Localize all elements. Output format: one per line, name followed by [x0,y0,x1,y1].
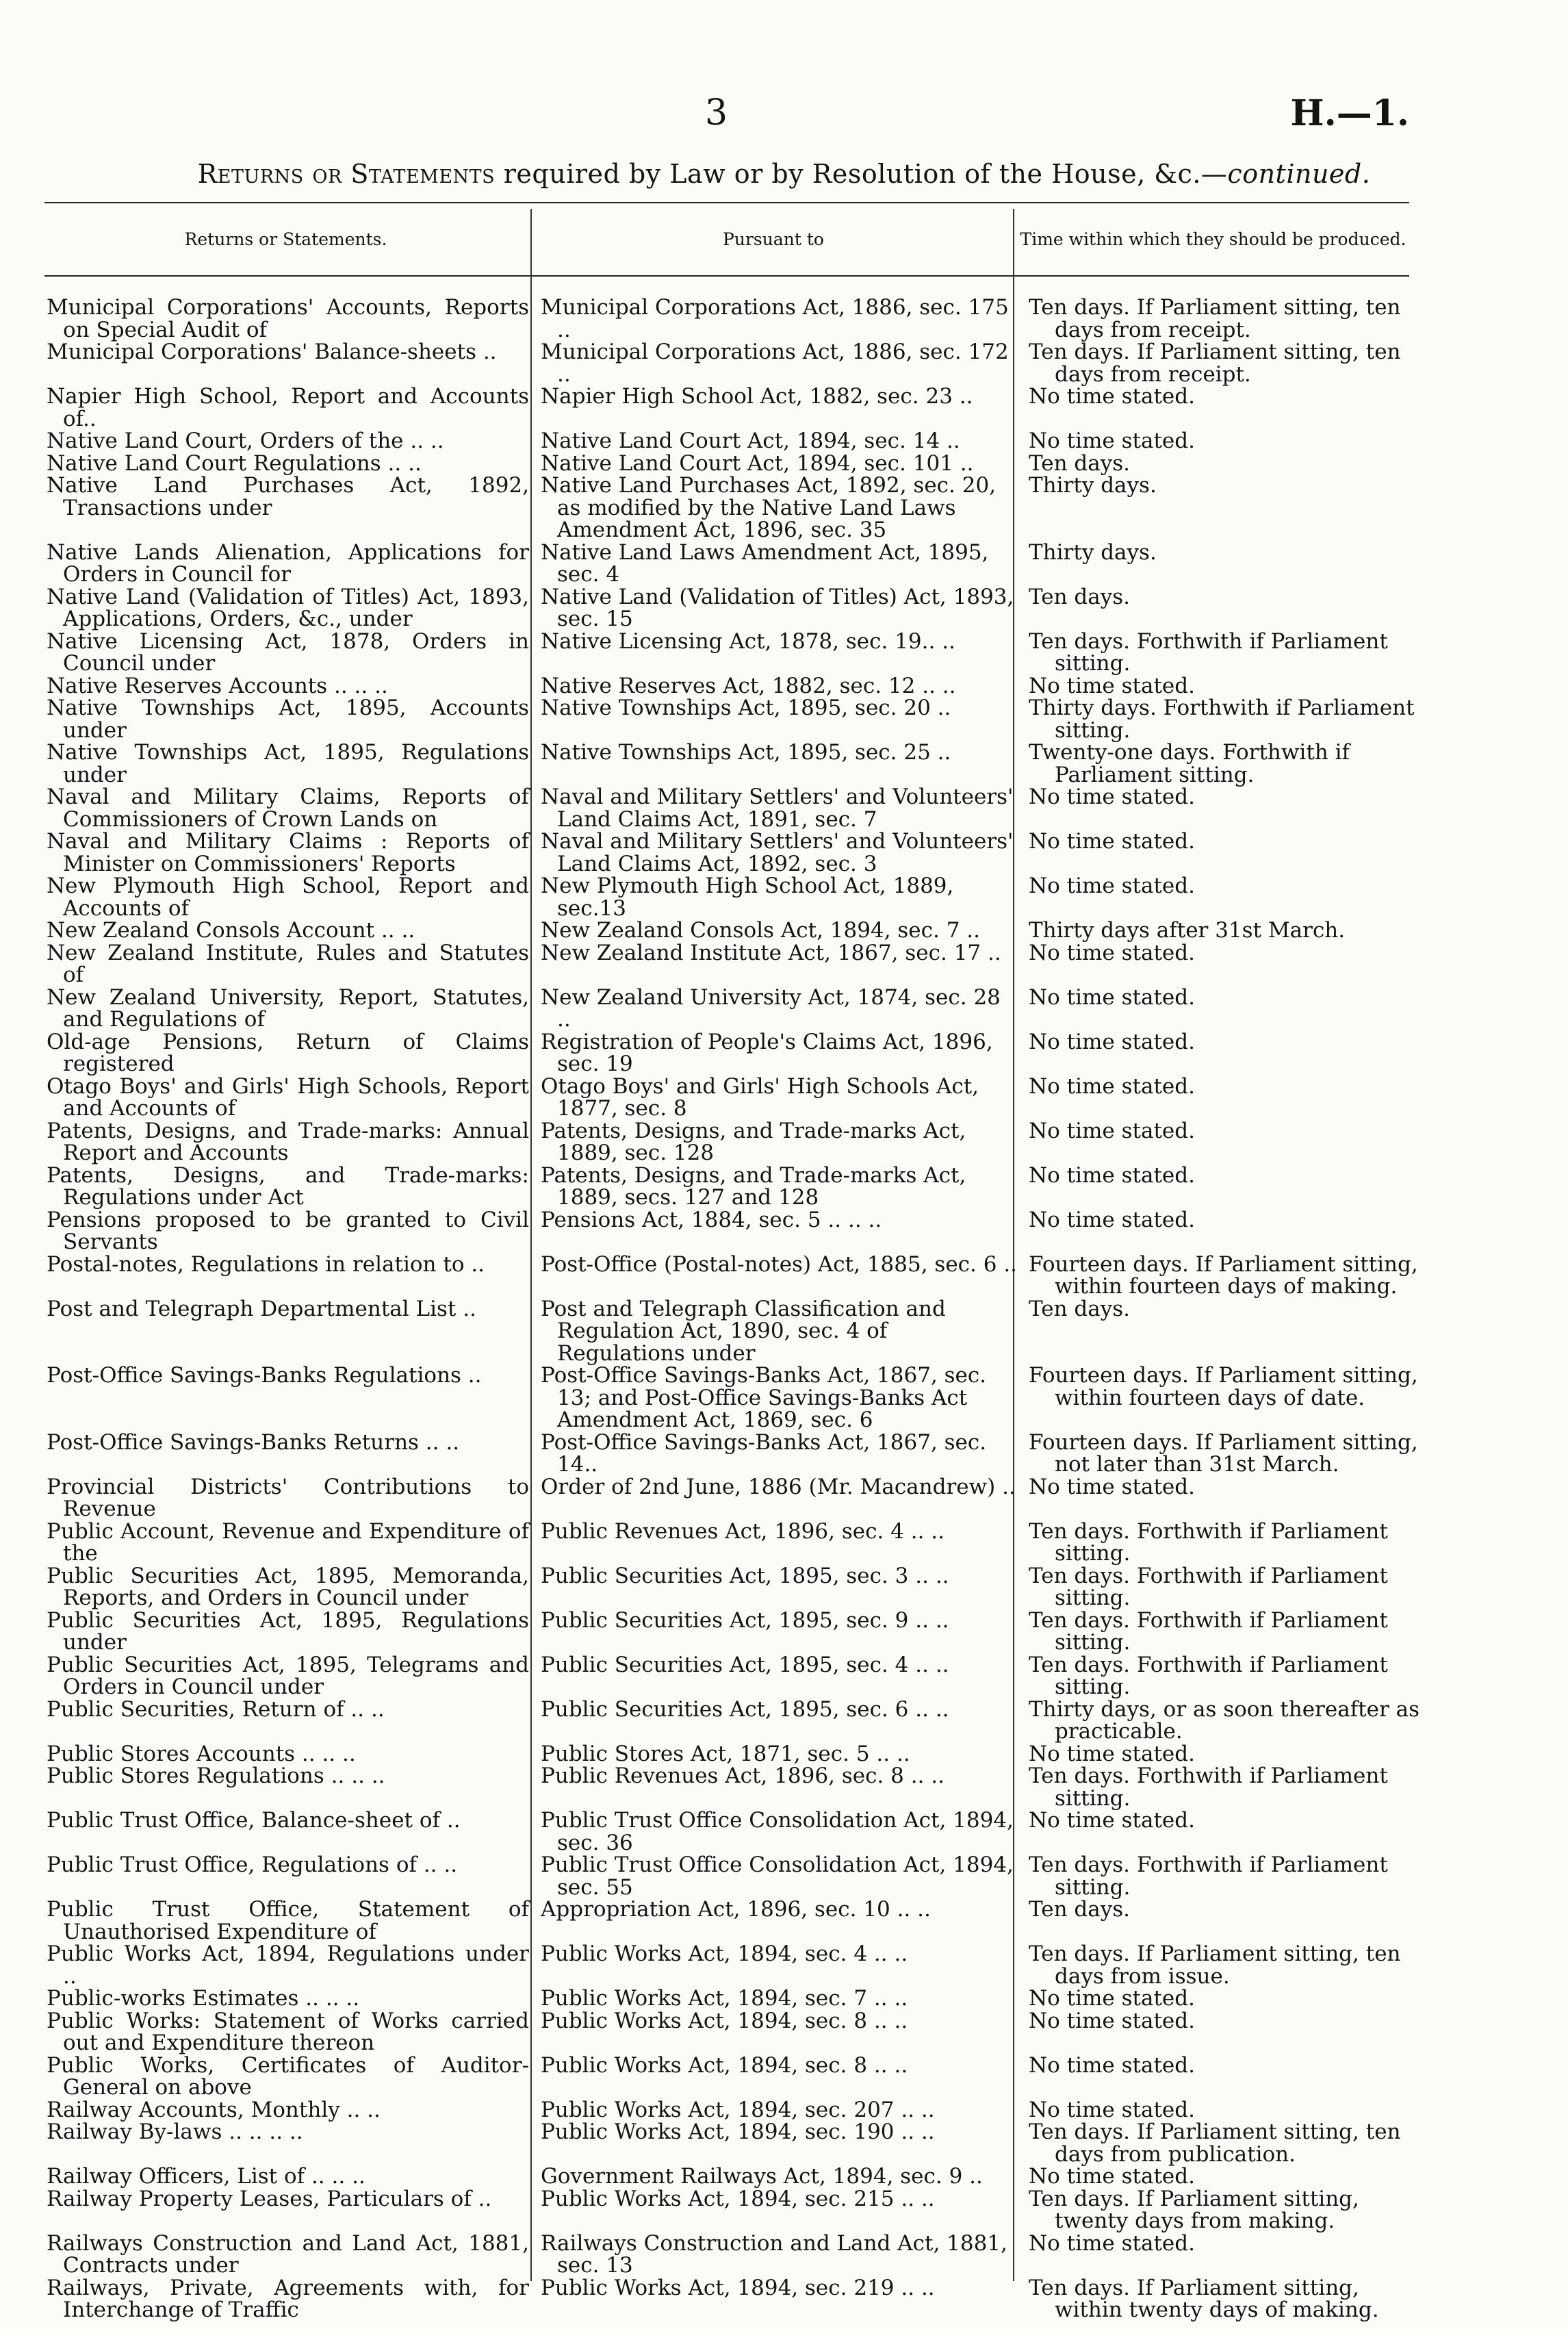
cell-returns: Public Securities Act, 1895, Telegrams and Orders in Council under [47,1652,529,1699]
table-row [0,1765,1568,1809]
cell-time: Fourteen days. If Parliament sitting, not later than 31st March. [1029,1429,1418,1477]
cell-returns: Native Townships Act, 1895, Accounts under [47,696,529,743]
cell-time: Fourteen days. If Parliament sitting, within fourteen days of making. [1029,1251,1418,1299]
cell-time: Ten days. [1029,1897,1131,1922]
cell-time: Thirty days. Forthwith if Parliament sitting. [1029,696,1415,743]
cell-returns: Railways Construction and Land Act, 1881, Contracts under [47,2230,529,2278]
table-row [0,385,1568,430]
cell-returns: New Zealand Institute, Rules and Statutes of [47,940,529,987]
cell-time: No time stated. [1029,1118,1195,1143]
cell-pursuant: Patents, Designs, and Trade-marks Act, 1889, sec. 128 [541,1118,966,1165]
cell-time: No time stated. [1029,1207,1195,1232]
cell-pursuant: Public Works Act, 1894, sec. 8 .. .. [541,2052,908,2078]
table-row [0,919,1568,942]
cell-time: No time stated. [1029,2230,1195,2256]
cell-pursuant: Otago Boys' and Girls' High Schools Act, 1877, sec. 8 [541,1073,979,1121]
cell-returns: Public Stores Accounts .. .. .. [47,1741,356,1766]
table-row [0,1698,1568,1743]
cell-pursuant: New Zealand Institute Act, 1867, sec. 17 .. [541,940,1001,965]
page-number: 3 [705,92,728,133]
cell-pursuant: Post-Office Savings-Banks Act, 1867, sec. 13; and Post-Office Savings-Banks Act Amendment Act, 1869, sec. 6 [541,1363,987,1432]
table-row [0,2188,1568,2232]
cell-returns: Public Trust Office, Statement of Unauthorised Expenditure of [47,1897,529,1944]
cell-pursuant: Post and Telegraph Classification and Regulation Act, 1890, sec. 4 of Regulations under [541,1296,946,1366]
cell-pursuant: Native Land Court Act, 1894, sec. 101 .. [541,450,974,476]
cell-returns: Naval and Military Claims, Reports of Commissioners of Crown Lands on [47,785,529,832]
table-row [0,1476,1568,1520]
title-word-statements: Statements [350,159,496,189]
table-row [0,2054,1568,2099]
cell-returns: Public Works, Certificates of Auditor-General on above [47,2052,529,2100]
cell-returns: Railway Accounts, Monthly .. .. [47,2097,381,2122]
title-rest: required by Law or by Resolution of the House, &c.— [503,159,1228,189]
cell-time: No time stated. [1029,1162,1195,1188]
table-row [0,1364,1568,1431]
cell-pursuant: Public Securities Act, 1895, sec. 3 .. .. [541,1563,949,1588]
cell-pursuant: Public Securities Act, 1895, sec. 4 .. .. [541,1652,949,1677]
table-row [0,1898,1568,1943]
table-row [0,1209,1568,1253]
cell-returns: Public Trust Office, Balance-sheet of .. [47,1808,461,1833]
cell-time: Ten days. If Parliament sitting, ten days from receipt. [1029,340,1401,387]
cell-returns: Railway Officers, List of .. .. .. [47,2164,365,2189]
cell-time: No time stated. [1029,429,1195,453]
cell-pursuant: Public Works Act, 1894, sec. 219 .. .. [541,2275,935,2300]
cell-pursuant: Public Securities Act, 1895, sec. 6 .. .. [541,1696,949,1722]
cell-time: Ten days. If Parliament sitting, within twenty days of making. [1029,2275,1379,2322]
table-row [0,450,1568,476]
table-row [0,2099,1568,2122]
column-header-time: Time within which they should be produced. [1020,229,1406,249]
cell-pursuant: New Zealand University Act, 1874, sec. 28 .. [541,984,1001,1032]
cell-time: No time stated. [1029,1808,1195,1833]
cell-returns: Public Stores Regulations .. .. .. [47,1764,385,1788]
cell-pursuant: Native Reserves Act, 1882, sec. 12 .. .. [541,673,956,698]
cell-time: No time stated. [1029,384,1195,409]
cell-returns: Old-age Pensions, Return of Claims registered [47,1029,529,1076]
table-row [0,2165,1568,2188]
cell-time: No time stated. [1029,940,1195,965]
cell-pursuant: Patents, Designs, and Trade-marks Act, 1889, secs. 127 and 128 [541,1162,966,1210]
table-row [0,1943,1568,1987]
cell-returns: Public Works Act, 1894, Regulations under .. [47,1942,529,1989]
cell-pursuant: Public Works Act, 1894, sec. 207 .. .. [541,2097,935,2122]
cell-time: No time stated. [1029,1474,1195,1499]
cell-returns: Railway By-laws .. .. .. .. [47,2120,303,2144]
cell-pursuant: Registration of People's Claims Act, 1896, sec. 19 [541,1029,993,1076]
cell-returns: New Plymouth High School, Report and Accounts of [47,874,529,921]
cell-returns: Postal-notes, Regulations in relation to .. [47,1251,485,1277]
cell-time: No time stated. [1029,874,1195,898]
table-row [0,2121,1568,2165]
table-row [0,1609,1568,1654]
cell-time: No time stated. [1029,1073,1195,1099]
cell-pursuant: Post-Office (Postal-notes) Act, 1885, sec. 6 .. [541,1251,1018,1277]
table-row [0,697,1568,741]
table-row [0,830,1568,875]
table-row [0,1253,1568,1298]
cell-pursuant: Native Land Laws Amendment Act, 1895, sec. 4 [541,539,989,587]
table-row [0,1987,1568,2010]
table-row [0,2010,1568,2054]
table-row [0,1654,1568,1698]
cell-pursuant: Public Securities Act, 1895, sec. 9 .. .. [541,1607,949,1633]
cell-returns: Patents, Designs, and Trade-marks: Regulations under Act [47,1162,529,1210]
cell-returns: Native Land (Validation of Titles) Act, 1893, Applications, Orders, &c., under [47,584,529,631]
cell-returns: Native Townships Act, 1895, Regulations under [47,740,529,787]
cell-returns: Public Securities Act, 1895, Regulations under [47,1607,529,1655]
cell-time: No time stated. [1029,673,1195,698]
cell-time: Thirty days. [1029,473,1157,498]
cell-returns: Railway Property Leases, Particulars of .. [47,2186,492,2211]
cell-returns: Public-works Estimates .. .. .. [47,1986,360,2011]
cell-time: Twenty-one days. Forthwith if Parliament sitting. [1029,740,1350,787]
cell-pursuant: Native Land Purchases Act, 1892, sec. 20, as modified by the Native Land Laws Amendment Act, 1896, sec. 35 [541,473,997,542]
cell-pursuant: Order of 2nd June, 1886 (Mr. Macandrew) .. [541,1474,1016,1499]
cell-time: No time stated. [1029,2052,1195,2078]
cell-returns: Otago Boys' and Girls' High Schools, Report and Accounts of [47,1073,529,1121]
cell-returns: New Zealand Consols Account .. .. [47,918,415,943]
cell-time: Fourteen days. If Parliament sitting, within fourteen days of date. [1029,1363,1418,1410]
table-row [0,1743,1568,1766]
cell-time: No time stated. [1029,1741,1195,1766]
cell-returns: Naval and Military Claims : Reports of Minister on Commissioners' Reports [47,829,529,876]
cell-time: Ten days. Forthwith if Parliament sitting. [1029,628,1388,676]
cell-pursuant: Public Works Act, 1894, sec. 8 .. .. [541,2008,908,2033]
table-row [0,539,1568,587]
cell-pursuant: Government Railways Act, 1894, sec. 9 .. [541,2164,983,2189]
cell-returns: Native Licensing Act, 1878, Orders in Council under [47,628,529,676]
cell-time: Ten days. If Parliament sitting, twenty days from making. [1029,2186,1359,2233]
cell-pursuant: Napier High School Act, 1882, sec. 23 .. [541,384,973,409]
cell-returns: Native Lands Alienation, Applications for Orders in Council for [47,539,529,587]
cell-returns: Post and Telegraph Departmental List .. [47,1296,476,1321]
cell-pursuant: Native Land (Validation of Titles) Act, 1893, sec. 15 [541,584,1014,631]
cell-time: Ten days. If Parliament sitting, ten days from receipt. [1029,295,1401,342]
cell-pursuant: Public Revenues Act, 1896, sec. 8 .. .. [541,1764,944,1788]
cell-time: Ten days. [1029,584,1131,609]
cell-time: Ten days. Forthwith if Parliament sitting. [1029,1563,1388,1610]
cell-pursuant: Native Land Court Act, 1894, sec. 14 .. [541,429,960,453]
cell-pursuant: Post-Office Savings-Banks Act, 1867, sec. 14.. [541,1429,987,1477]
table-row [0,474,1568,542]
cell-time: Ten days. [1029,450,1131,476]
cell-pursuant: Public Works Act, 1894, sec. 7 .. .. [541,1986,908,2011]
table-row [0,628,1568,676]
cell-pursuant: Naval and Military Settlers' and Volunteers' Land Claims Act, 1892, sec. 3 [541,829,1014,876]
table-row [0,1520,1568,1565]
table-row [0,1854,1568,1898]
cell-returns: Post-Office Savings-Banks Regulations .. [47,1363,482,1388]
cell-time: No time stated. [1029,1029,1195,1054]
cell-time: Ten days. Forthwith if Parliament sitting. [1029,1607,1388,1655]
table-row [0,1031,1568,1076]
cell-time: Thirty days after 31st March. [1029,918,1346,943]
cell-pursuant: Naval and Military Settlers' and Volunteers' Land Claims Act, 1891, sec. 7 [541,785,1014,832]
table-row [0,1809,1568,1854]
cell-pursuant: Municipal Corporations Act, 1886, sec. 175 .. [541,295,1009,342]
cell-pursuant: Public Trust Office Consolidation Act, 1894, sec. 55 [541,1853,1014,1900]
cell-returns: Native Land Court, Orders of the .. .. [47,429,444,453]
cell-pursuant: Public Trust Office Consolidation Act, 1894, sec. 36 [541,1808,1014,1855]
cell-pursuant: Railways Construction and Land Act, 1881, sec. 13 [541,2230,1007,2278]
cell-pursuant: Public Revenues Act, 1896, sec. 4 .. .. [541,1518,944,1544]
table-row [0,1120,1568,1164]
cell-pursuant: Public Works Act, 1894, sec. 4 .. .. [541,1942,908,1966]
table-row [0,1164,1568,1209]
table-row [0,675,1568,698]
cell-returns: New Zealand University, Report, Statutes, and Regulations of [47,984,529,1032]
cell-pursuant: Native Licensing Act, 1878, sec. 19.. .. [541,628,955,654]
table-row [0,1431,1568,1476]
table-row [0,296,1568,341]
cell-time: No time stated. [1029,785,1195,809]
table-row [0,1298,1568,1365]
title-word-returns: Returns [197,159,304,189]
table-row [0,341,1568,385]
column-header-pursuant: Pursuant to [723,229,824,249]
cell-time: No time stated. [1029,1986,1195,2011]
cell-pursuant: Public Works Act, 1894, sec. 215 .. .. [541,2186,935,2211]
cell-time: No time stated. [1029,829,1195,854]
cell-time: Ten days. If Parliament sitting, ten days from publication. [1029,2120,1401,2167]
cell-pursuant: New Plymouth High School Act, 1889, sec.13 [541,874,954,921]
table-row [0,1565,1568,1609]
table-row [0,875,1568,919]
cell-pursuant: New Zealand Consols Act, 1894, sec. 7 .. [541,918,981,943]
document-reference: H.—1. [1290,92,1409,134]
cell-returns: Patents, Designs, and Trade-marks: Annual Report and Accounts [47,1118,529,1165]
table-header-rule [44,275,1409,277]
table-row [0,942,1568,987]
table-body [0,296,1568,2321]
cell-returns: Public Securities, Return of .. .. [47,1696,385,1722]
cell-time: Ten days. Forthwith if Parliament sitting. [1029,1764,1388,1811]
cell-time: Ten days. Forthwith if Parliament sitting. [1029,1518,1388,1566]
cell-returns: Pensions proposed to be granted to Civil Servants [47,1207,529,1254]
cell-time: No time stated. [1029,2164,1195,2189]
cell-pursuant: Native Townships Act, 1895, sec. 25 .. [541,740,951,765]
cell-returns: Public Securities Act, 1895, Memoranda, Reports, and Orders in Council under [47,1563,529,1610]
table-row [0,2277,1568,2321]
cell-pursuant: Municipal Corporations Act, 1886, sec. 172 .. [541,340,1009,387]
title-continued: continued. [1227,159,1371,189]
table-row [0,786,1568,830]
table-row [0,2232,1568,2277]
cell-returns: Native Land Purchases Act, 1892, Transactions under [47,473,529,520]
cell-pursuant: Pensions Act, 1884, sec. 5 .. .. .. [541,1207,882,1232]
table-row [0,586,1568,631]
table-row [0,741,1568,786]
cell-time: Ten days. [1029,1296,1131,1321]
cell-time: Thirty days. [1029,539,1157,565]
cell-returns: Native Land Court Regulations .. .. [47,450,422,476]
cell-time: Thirty days, or as soon thereafter as practicable. [1029,1696,1420,1744]
table-row [0,430,1568,453]
cell-pursuant: Native Townships Act, 1895, sec. 20 .. [541,696,951,720]
cell-pursuant: Public Stores Act, 1871, sec. 5 .. .. [541,1741,910,1766]
cell-returns: Railways, Private, Agreements with, for Interchange of Traffic [47,2275,529,2322]
cell-time: Ten days. Forthwith if Parliament sitting. [1029,1853,1388,1900]
cell-time: Ten days. If Parliament sitting, ten days from issue. [1029,1942,1401,1989]
cell-returns: Public Works: Statement of Works carried out and Expenditure thereon [47,2008,529,2055]
column-header-returns: Returns or Statements. [184,229,387,249]
cell-time: No time stated. [1029,2097,1195,2122]
table-row [0,1073,1568,1121]
cell-returns: Provincial Districts' Contributions to Revenue [47,1474,529,1521]
table-row [0,984,1568,1032]
cell-pursuant: Appropriation Act, 1896, sec. 10 .. .. [541,1897,931,1922]
cell-returns: Municipal Corporations' Balance-sheets .. [47,340,497,364]
cell-time: No time stated. [1029,2008,1195,2033]
cell-returns: Public Trust Office, Regulations of .. .. [47,1853,458,1877]
table-top-rule [44,202,1409,203]
cell-returns: Municipal Corporations' Accounts, Reports on Special Audit of [47,295,529,342]
cell-time: No time stated. [1029,984,1195,1010]
title-word-or: or [312,159,342,189]
cell-returns: Post-Office Savings-Banks Returns .. .. [47,1429,460,1455]
cell-returns: Napier High School, Report and Accounts of.. [47,384,529,431]
cell-pursuant: Public Works Act, 1894, sec. 190 .. .. [541,2120,935,2144]
cell-returns: Native Reserves Accounts .. .. .. [47,673,388,698]
cell-time: Ten days. Forthwith if Parliament sitting. [1029,1652,1388,1699]
page-title [41,159,1527,189]
cell-returns: Public Account, Revenue and Expenditure of the [47,1518,529,1566]
